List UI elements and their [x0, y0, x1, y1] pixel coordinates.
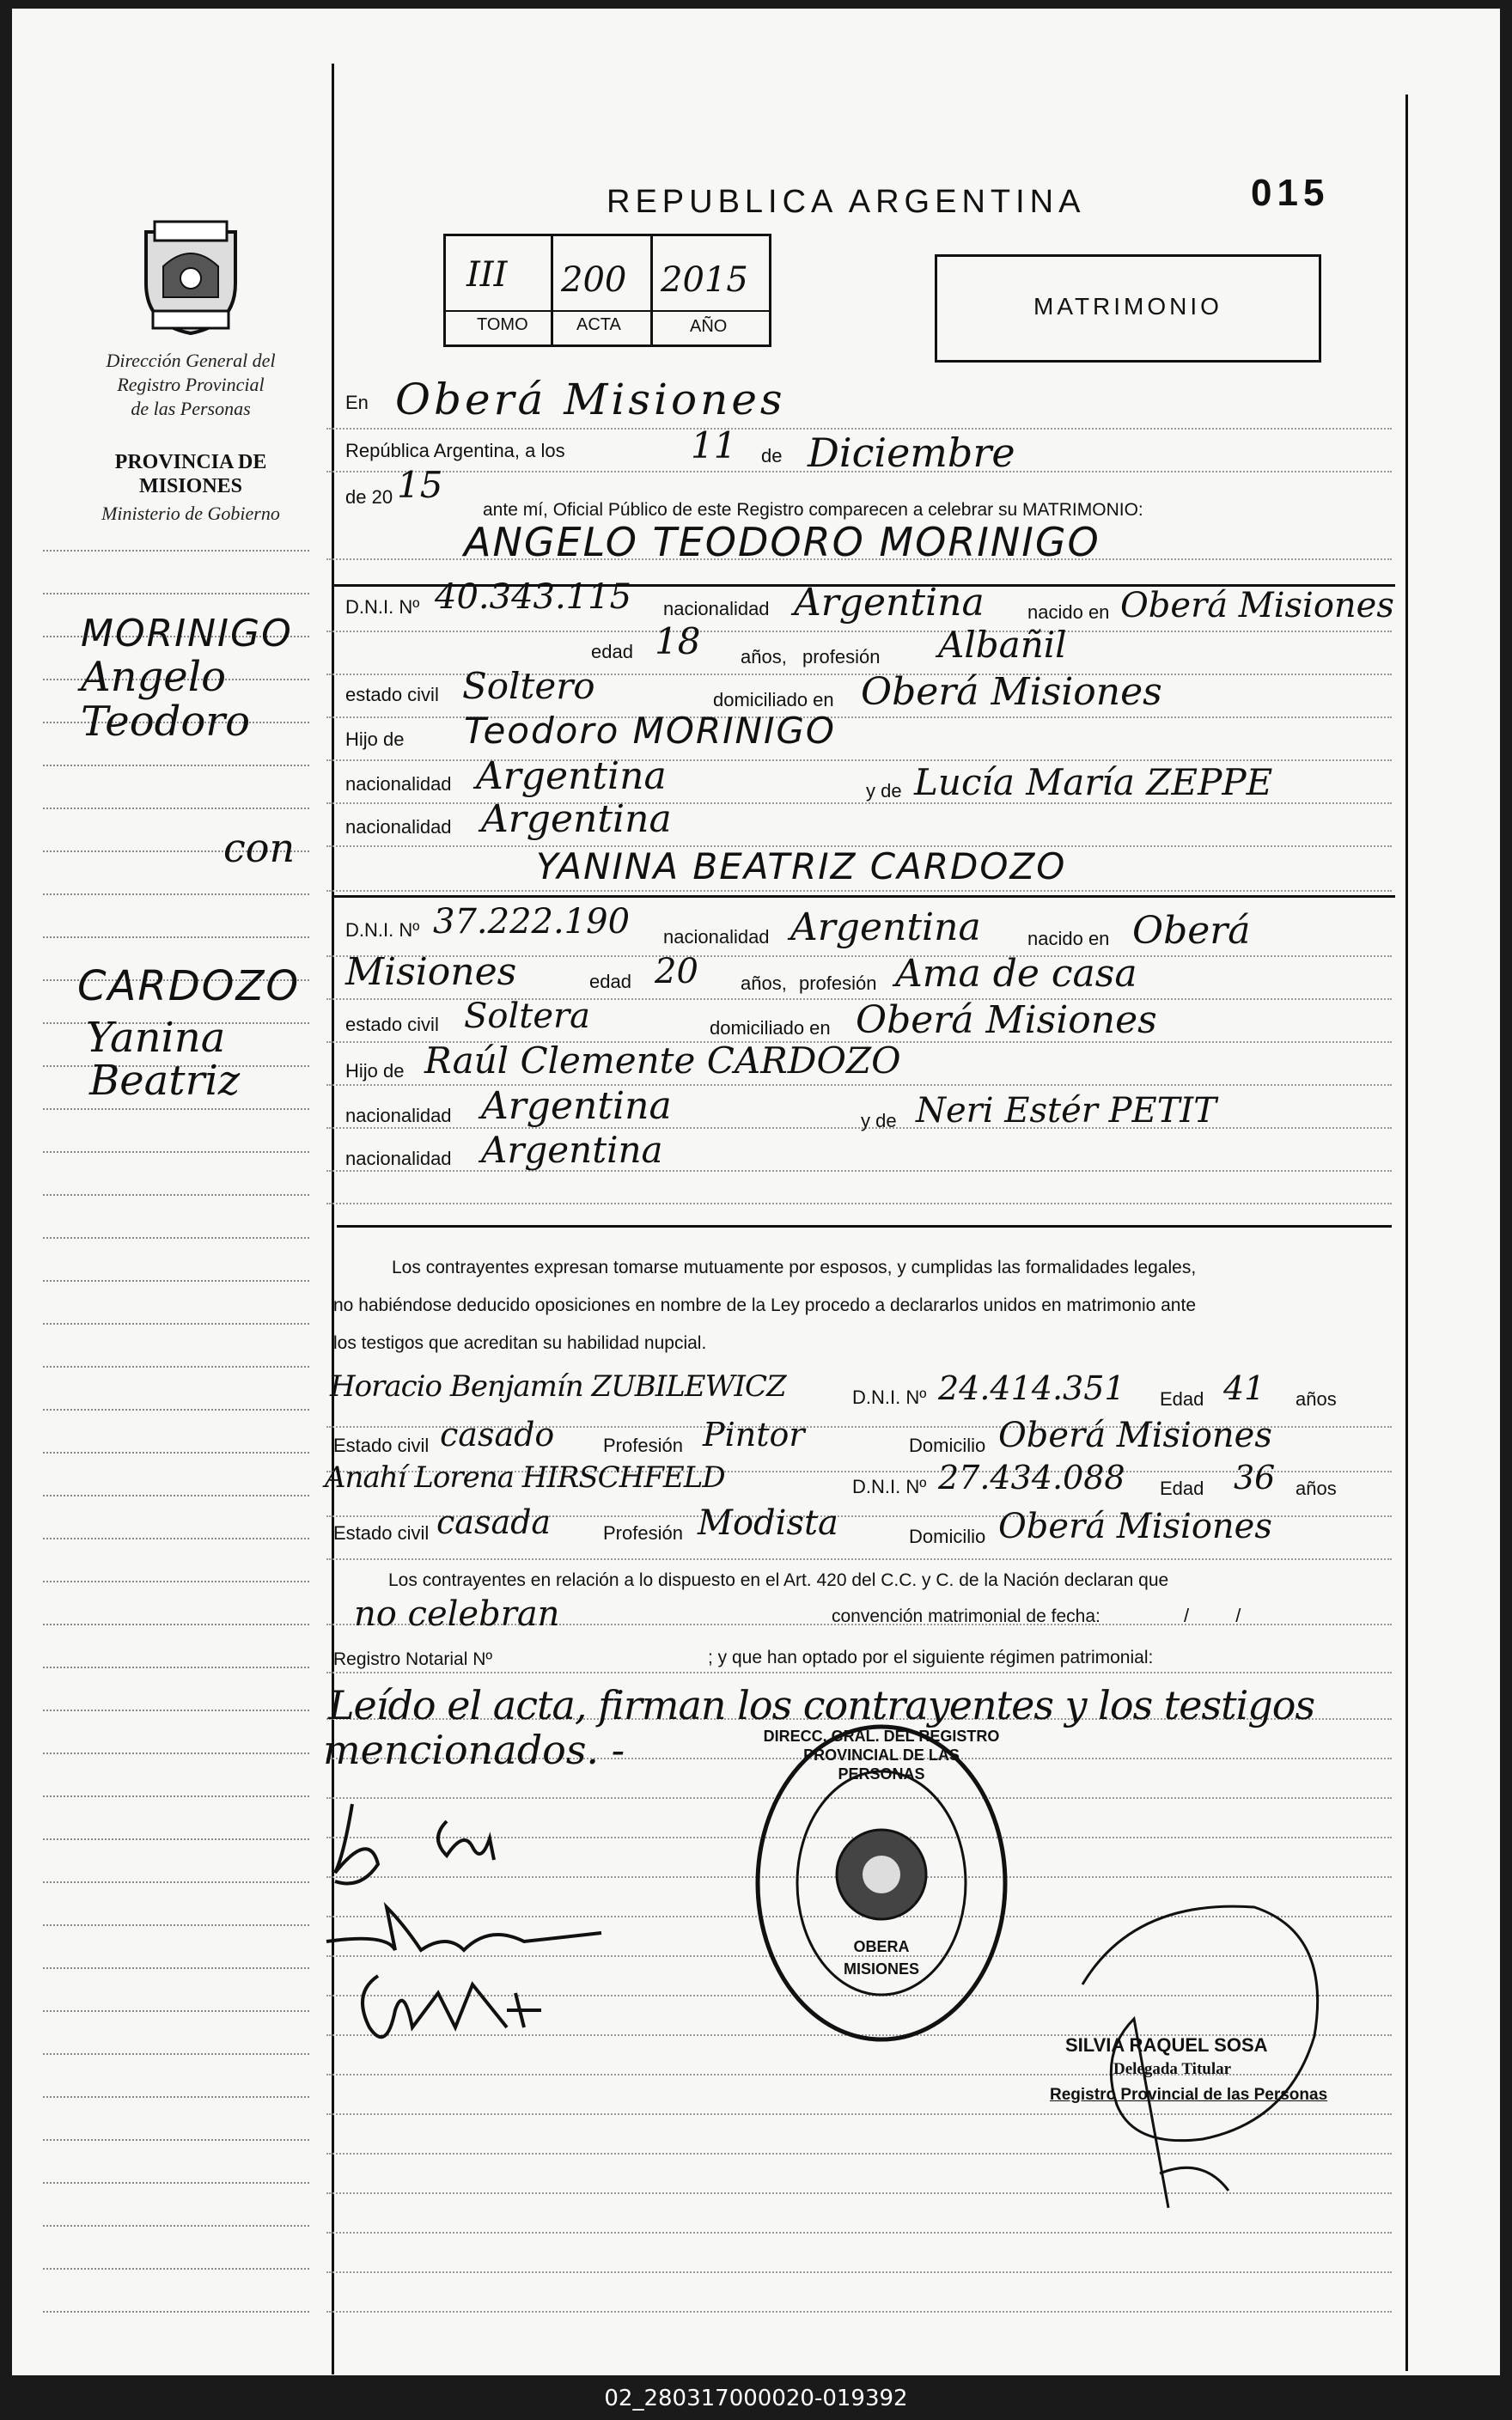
margin-bride-name2: Beatriz — [89, 1057, 241, 1105]
witness1-prof-label: Profesión — [603, 1435, 683, 1456]
bride-anos-label: años, — [741, 972, 787, 994]
declaration-line3: los testigos que acreditan su habilidad nupcial. — [333, 1333, 707, 1353]
witness2-estado-label: Estado civil — [333, 1522, 430, 1544]
margin-line — [43, 1237, 309, 1239]
groom-dni-label: D.N.I. Nº — [345, 596, 420, 618]
witness1-anos-label: años — [1296, 1388, 1337, 1410]
witness1-edad: 41 — [1223, 1369, 1265, 1407]
margin-line — [43, 1366, 309, 1368]
row-line — [326, 2311, 1392, 2313]
bride-estado-label: estado civil — [345, 1014, 439, 1035]
witness1-dom: Oberá Misiones — [998, 1416, 1272, 1455]
bride-separator — [333, 895, 1395, 898]
groom-madre-nac: Argentina — [481, 797, 672, 841]
bride-nacido-label: nacido en — [1027, 928, 1110, 949]
witness2-dom-label: Domicilio — [909, 1526, 986, 1547]
margin-line — [43, 2225, 309, 2227]
bride-dni: 37.222.190 — [433, 902, 631, 942]
margin-bride-name1: Yanina — [86, 1014, 226, 1062]
groom-nacido: Oberá Misiones — [1120, 586, 1394, 625]
witness2-edad: 36 — [1234, 1459, 1276, 1496]
groom-hijo-label: Hijo de — [345, 728, 405, 750]
doc-type-box — [935, 254, 1321, 363]
tomo-label: TOMO — [477, 315, 528, 334]
groom-dni: 40.343.115 — [435, 577, 632, 617]
groom-madre: Lucía María ZEPPE — [914, 761, 1273, 803]
groom-prof-label: profesión — [802, 646, 881, 667]
margin-line — [43, 1667, 309, 1668]
margin-line — [43, 1581, 309, 1582]
witness2-anos-label: años — [1296, 1478, 1337, 1499]
margin-line — [43, 1108, 309, 1110]
groom-prof: Albañil — [938, 624, 1067, 666]
closing-line1: Leído el acta, firman los contrayentes y los testigos — [328, 1682, 1315, 1728]
bride-padre: Raúl Clemente CARDOZO — [424, 1039, 901, 1082]
bride-nac: Argentina — [790, 905, 981, 949]
groom-padre: Teodoro MORINIGO — [464, 710, 836, 752]
margin-line — [43, 1795, 309, 1797]
witness2-edad-label: Edad — [1160, 1478, 1204, 1499]
acta-value: 200 — [561, 260, 627, 300]
month-value: Diciembre — [808, 430, 1015, 476]
groom-dom: Oberá Misiones — [861, 670, 1162, 714]
margin-line — [43, 1538, 309, 1539]
margin-line — [43, 1409, 309, 1411]
margin-line — [43, 1624, 309, 1625]
margin-line — [43, 1323, 309, 1325]
official-office: Registro Provincial de las Personas — [1050, 2086, 1328, 2104]
margin-groom-surname: MORINIGO — [81, 612, 293, 655]
bride-edad-label: edad — [589, 971, 631, 992]
bride-prof-label: profesión — [799, 972, 877, 994]
convention-fecha-label: convención matrimonial de fecha: — [832, 1606, 1100, 1626]
ano-label: AÑO — [690, 317, 728, 336]
groom-edad-label: edad — [591, 641, 633, 662]
margin-line — [43, 2139, 309, 2141]
witness2-name: Anahí Lorena HIRSCHFELD — [325, 1460, 725, 1495]
en-label: En — [345, 392, 369, 413]
margin-line — [43, 1280, 309, 1282]
witness1-estado: casado — [440, 1416, 555, 1454]
witness1-name: Horacio Benjamín ZUBILEWICZ — [330, 1369, 786, 1404]
bride-dni-label: D.N.I. Nº — [345, 919, 420, 941]
margin-line — [43, 1710, 309, 1711]
margin-line — [43, 2182, 309, 2184]
doc-type: MATRIMONIO — [1033, 293, 1222, 320]
margin-line — [43, 1495, 309, 1496]
place-value: Oberá Misiones — [395, 375, 786, 424]
groom-padre-nac-label: nacionalidad — [345, 773, 452, 795]
official-title: Delegada Titular — [1113, 2060, 1232, 2078]
bride-full-name: YANINA BEATRIZ CARDOZO — [536, 845, 1067, 887]
witness2-prof-label: Profesión — [603, 1522, 683, 1544]
authority-line2: Registro Provincial — [117, 374, 265, 395]
margin-line — [43, 2311, 309, 2313]
footer-image-id: 02_280317000020-019392 — [604, 2386, 908, 2411]
margin-line — [43, 1452, 309, 1454]
witness1-edad-label: Edad — [1160, 1388, 1204, 1410]
groom-nac-label: nacionalidad — [663, 598, 770, 619]
year-prefix: de 20 — [345, 486, 393, 508]
declaration-line1: Los contrayentes expresan tomarse mutuamente por esposos, y cumplidas las formalidades legales, — [392, 1258, 1197, 1277]
convention-fecha-value: / / — [1184, 1605, 1262, 1626]
margin-bride-surname: CARDOZO — [77, 962, 301, 1010]
province-line1: PROVINCIA DE — [114, 451, 267, 473]
groom-anos-label: años, — [741, 646, 787, 667]
groom-dom-label: domiciliado en — [713, 689, 834, 710]
year-suffix: 15 — [397, 464, 443, 506]
margin-line — [43, 2268, 309, 2270]
margin-line — [43, 2053, 309, 2055]
groom-madre-nac-label: nacionalidad — [345, 816, 452, 838]
margin-line — [43, 1753, 309, 1754]
row-line — [326, 1558, 1392, 1560]
witness2-dni-label: D.N.I. Nº — [852, 1476, 927, 1497]
stamp-center-bottom: MISIONES — [843, 1960, 919, 1978]
witness1-dni-label: D.N.I. Nº — [852, 1387, 927, 1408]
row-line — [326, 890, 1392, 892]
ano-value: 2015 — [661, 260, 748, 300]
margin-line — [43, 1151, 309, 1153]
groom-nacido-label: nacido en — [1027, 601, 1110, 623]
notarial-label: Registro Notarial Nº — [333, 1649, 493, 1669]
witness2-dni: 27.434.088 — [938, 1459, 1125, 1496]
bride-nacido1: Oberá — [1132, 909, 1251, 953]
margin-con: con — [223, 825, 296, 871]
groom-nac: Argentina — [794, 581, 985, 625]
ministry-line: Ministerio de Gobierno — [101, 503, 280, 524]
authority-line3: de las Personas — [131, 398, 251, 419]
margin-line — [43, 550, 309, 552]
margin-groom-name1: Angelo — [81, 653, 226, 701]
page-number: 015 — [1251, 172, 1330, 214]
row-line — [326, 1672, 1392, 1673]
bride-madre: Neri Estér PETIT — [916, 1091, 1216, 1131]
witness1-dni: 24.414.351 — [938, 1369, 1125, 1407]
closing-line2: mencionados. - — [323, 1727, 625, 1773]
tomo-value: III — [466, 255, 508, 295]
declaration-line2: no habiéndose deducido oposiciones en nombre de la Ley procedo a declararlos unidos en matrimonio ante — [333, 1295, 1197, 1315]
groom-padre-nac: Argentina — [476, 754, 667, 798]
groom-yde-label: y de — [866, 780, 902, 802]
bride-prof: Ama de casa — [895, 952, 1137, 996]
margin-line — [43, 936, 309, 938]
bride-madre-nac: Argentina — [481, 1129, 663, 1171]
bride-nacido2: Misiones — [345, 950, 517, 994]
row-line — [326, 2271, 1392, 2273]
regimen-label: ; y que han optado por el siguiente régimen patrimonial: — [708, 1648, 1154, 1667]
bride-madre-nac-label: nacionalidad — [345, 1148, 452, 1169]
right-edge-rule — [1405, 94, 1408, 2371]
margin-line — [43, 2010, 309, 2012]
margin-line — [43, 893, 309, 895]
bride-dom-label: domiciliado en — [710, 1017, 831, 1039]
bride-yde-label: y de — [861, 1110, 897, 1131]
de-label: de — [761, 445, 783, 466]
witness1-prof: Pintor — [703, 1416, 805, 1454]
bride-padre-nac-label: nacionalidad — [345, 1105, 452, 1126]
margin-line — [43, 2096, 309, 2098]
republica-label: República Argentina, a los — [345, 440, 565, 461]
acta-label: ACTA — [576, 315, 621, 334]
row-line — [326, 631, 1392, 632]
witness2-dom: Oberá Misiones — [998, 1507, 1272, 1546]
bride-nac-label: nacionalidad — [663, 926, 770, 948]
margin-line — [43, 1924, 309, 1926]
margin-groom-name2: Teodoro — [81, 698, 251, 746]
stamp-center-top: OBERA — [853, 1938, 910, 1955]
bride-estado: Soltera — [464, 997, 590, 1036]
country-title: REPUBLICA ARGENTINA — [607, 184, 1086, 220]
bride-edad: 20 — [655, 952, 698, 991]
margin-line — [43, 808, 309, 809]
margin-line — [43, 1838, 309, 1840]
bride-dom: Oberá Misiones — [856, 998, 1157, 1042]
margin-line — [43, 1967, 309, 1969]
margin-line — [43, 1194, 309, 1196]
day-value: 11 — [691, 424, 737, 466]
convention-text: Los contrayentes en relación a lo dispuesto en el Art. 420 del C.C. y C. de la Nación declaran que — [388, 1570, 1169, 1590]
row-line — [326, 1203, 1392, 1204]
signatures — [318, 1778, 619, 2062]
provincial-seal-icon — [137, 215, 244, 335]
groom-estado-label: estado civil — [345, 684, 439, 705]
margin-line — [43, 1881, 309, 1883]
convention-value: no celebran — [354, 1594, 560, 1634]
witness2-estado: casada — [436, 1503, 552, 1541]
bride-hijo-label: Hijo de — [345, 1060, 405, 1082]
authority-line1: Dirección General del — [106, 350, 276, 371]
declaration-separator — [337, 1225, 1392, 1228]
bride-padre-nac: Argentina — [481, 1084, 672, 1128]
witness1-estado-label: Estado civil — [333, 1435, 430, 1456]
volume-box — [443, 234, 771, 347]
witness2-prof: Modista — [698, 1503, 838, 1543]
margin-line — [43, 593, 309, 594]
appear-text: ante mí, Oficial Público de este Registro comparecen a celebrar su MATRIMONIO: — [483, 500, 1143, 520]
groom-full-name: ANGELO TEODORO MORINIGO — [464, 519, 1100, 565]
stamp-ring-text: DIRECC. GRAL. DEL REGISTRO PROVINCIAL DE LAS PERSONAS — [763, 1728, 1000, 1783]
groom-estado: Soltero — [462, 665, 595, 707]
witness1-dom-label: Domicilio — [909, 1435, 986, 1456]
province-line2: MISIONES — [138, 475, 243, 497]
margin-line — [43, 765, 309, 766]
groom-edad: 18 — [655, 620, 701, 662]
official-name: SILVIA RAQUEL SOSA — [1065, 2034, 1268, 2056]
